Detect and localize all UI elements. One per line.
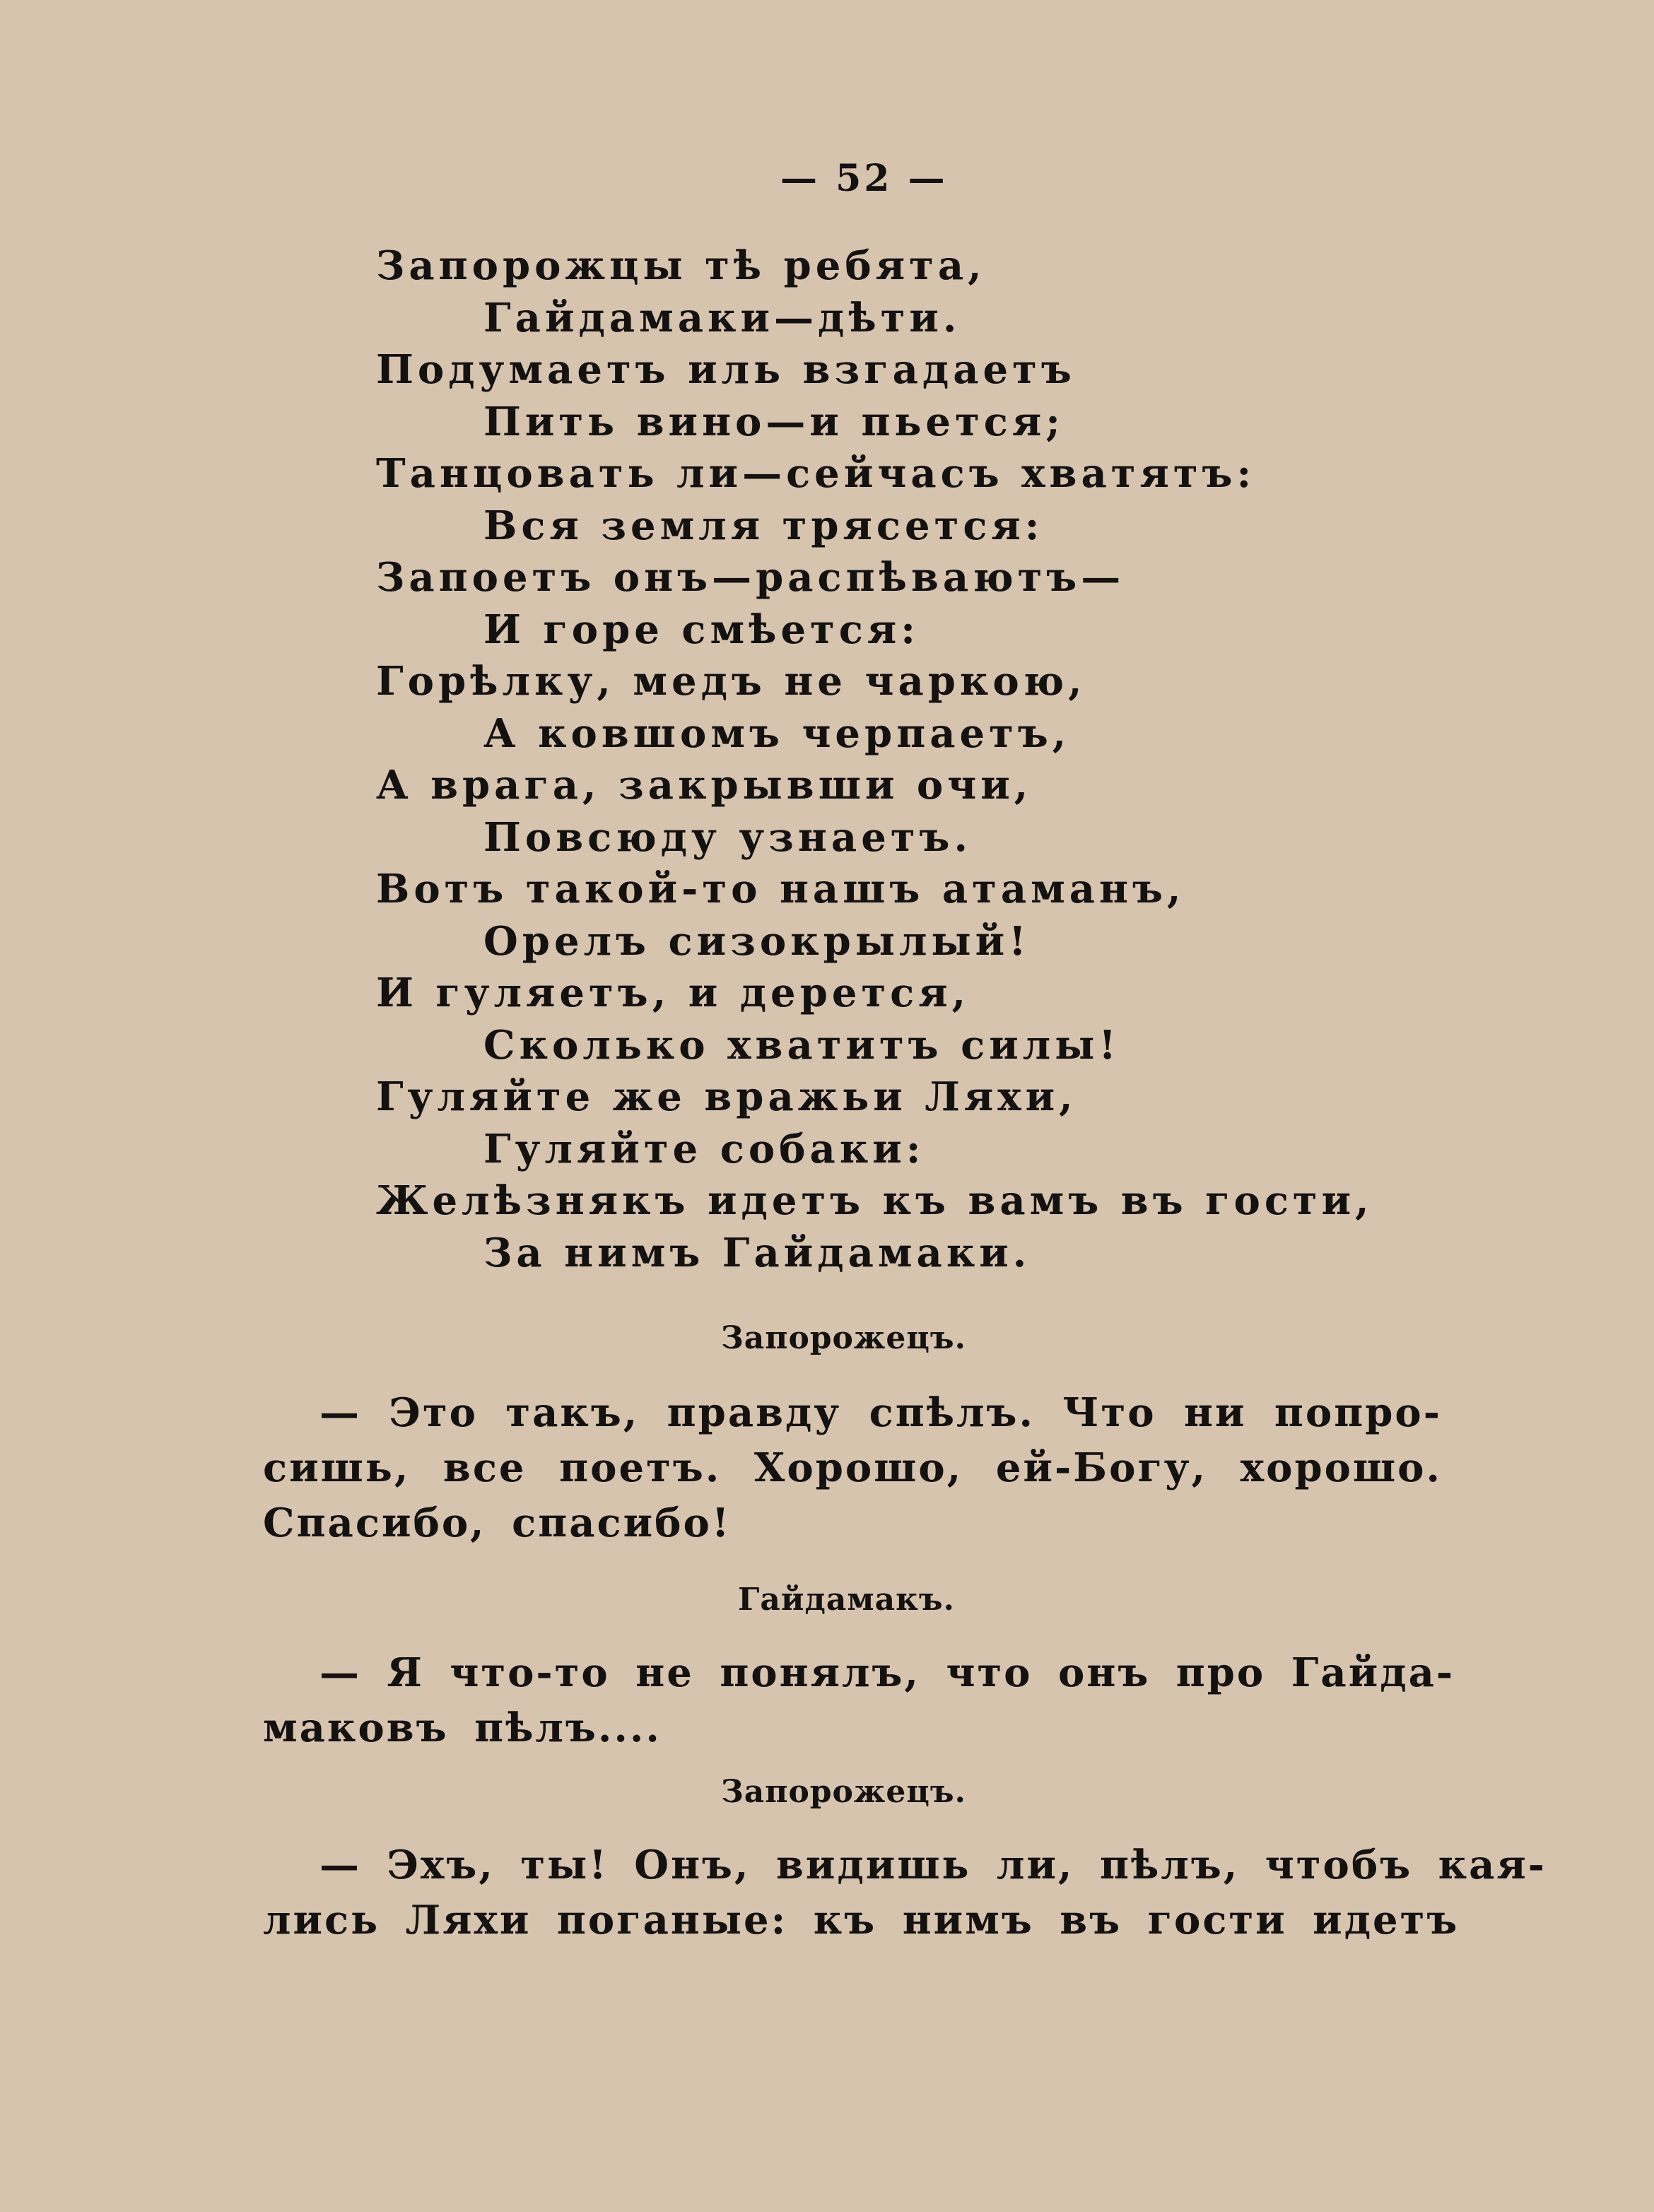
speaker-name: Запорожецъ. [721, 1320, 966, 1356]
poem-line: Гуляйте собаки: [483, 1125, 925, 1172]
poem-line: Орелъ сизокрылый! [483, 917, 1031, 965]
poem-line: А ковшомъ черпаетъ, [483, 710, 1071, 757]
poem-line: Вотъ такой-то нашъ атаманъ, [376, 866, 1185, 912]
poem-line: Повсюду узнаетъ. [483, 813, 972, 861]
poem-line: Запорожцы тѣ ребята, [376, 242, 986, 289]
page-number: — 52 — [780, 157, 948, 200]
poem-line: Подумаетъ иль взгадаетъ [376, 346, 1076, 393]
paragraph-line: маковъ пѣлъ.... [263, 1705, 662, 1751]
poem-line: Гуляйте же вражьи Ляхи, [376, 1073, 1077, 1120]
poem-line: Горѣлку, медъ не чаркою, [376, 658, 1086, 705]
poem-line: И горе смѣется: [483, 606, 920, 653]
poem-line: Запоетъ онъ—распѣваютъ— [376, 554, 1125, 601]
poem-line: А врага, закрывши очи, [376, 762, 1033, 808]
paragraph-line: Спасибо, спасибо! [263, 1500, 732, 1546]
poem-line: И гуляетъ, и дерется, [376, 970, 970, 1016]
poem-line: Танцовать ли—сейчасъ хватятъ: [376, 450, 1256, 497]
speaker-name: Запорожецъ. [721, 1774, 966, 1810]
paragraph-line: — Это такъ, правду спѣлъ. Что ни попро- [319, 1389, 1442, 1436]
poem-line: Сколько хватитъ силы! [483, 1021, 1120, 1069]
dialogue-paragraph [263, 1645, 1455, 1755]
speaker-name: Гайдамакъ. [738, 1582, 955, 1618]
poem-line: Вся земля трясется: [483, 502, 1044, 549]
poem-line: Желѣзнякъ идетъ къ вамъ въ гости, [376, 1177, 1373, 1224]
dialogue-paragraph [263, 1385, 1442, 1551]
paragraph-line: лись Ляхи поганые: къ нимъ въ гости идетъ [263, 1897, 1460, 1943]
paragraph-line: — Эхъ, ты! Онъ, видишь ли, пѣлъ, чтобъ кая- [319, 1842, 1547, 1888]
poem-line: Пить вино—и пьется; [483, 398, 1064, 445]
poem [376, 240, 1373, 1279]
poem-line: Гайдамаки—дѣти. [483, 294, 961, 341]
poem-line: За нимъ Гайдамаки. [483, 1229, 1031, 1276]
paragraph-line: — Я что-то не понялъ, что онъ про Гайда- [319, 1649, 1455, 1696]
paragraph-line: сишь, все поетъ. Хорошо, ей-Богу, хорошо. [263, 1445, 1442, 1491]
dialogue-paragraph [263, 1837, 1547, 1948]
